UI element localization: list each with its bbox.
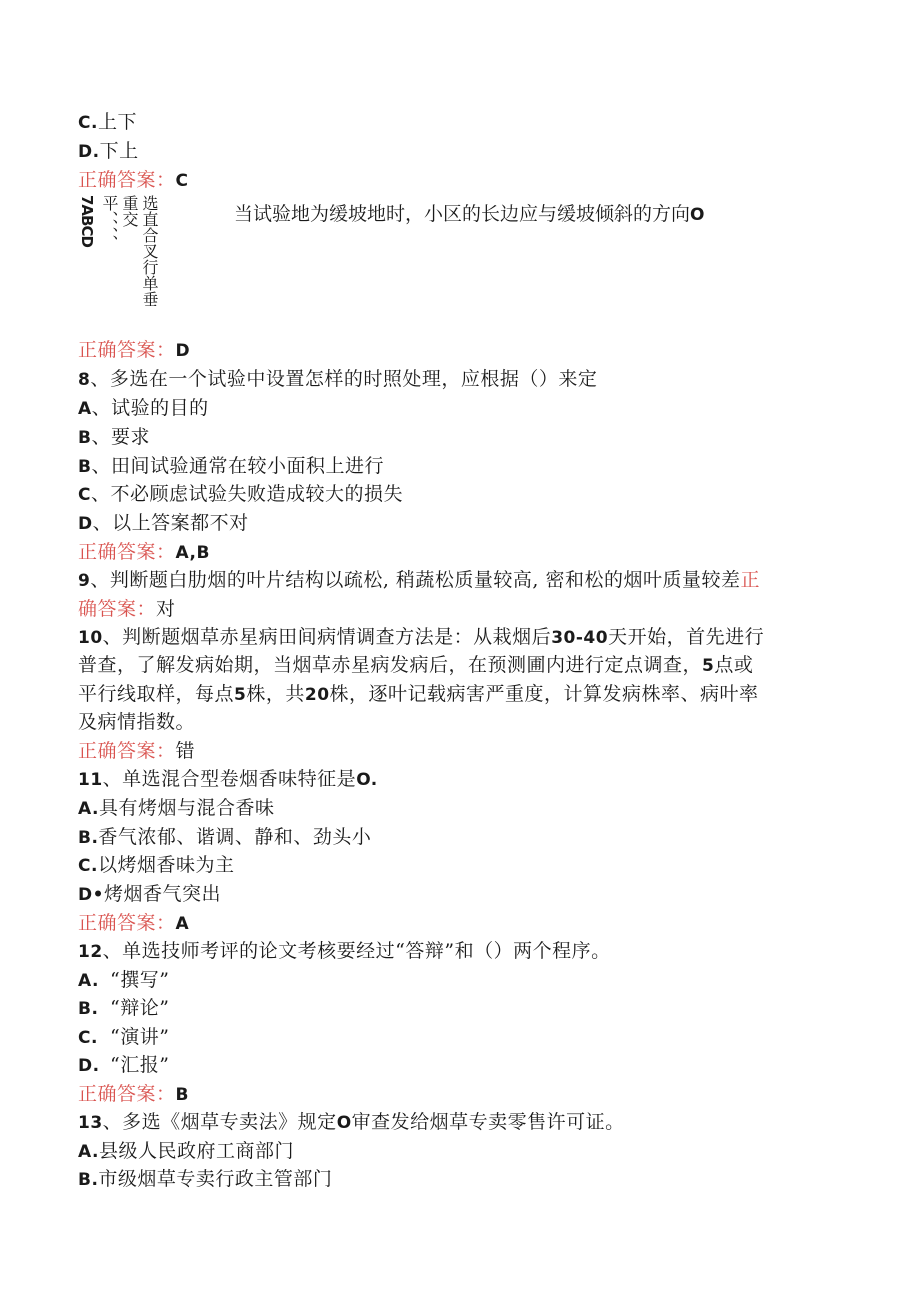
- option-text: 市级烟草专卖行政主管部门: [98, 1168, 333, 1190]
- option-prefix: B: [78, 428, 92, 448]
- option-line: [78, 881, 221, 908]
- option-line: [78, 967, 169, 994]
- question-7-col-b: 重交: [120, 195, 139, 227]
- option-text: 、试验的目的: [91, 397, 209, 419]
- answer-value: B: [175, 1085, 189, 1105]
- question-11-title: [78, 766, 378, 793]
- answer-value: A,B: [175, 543, 210, 563]
- number-inline: 5: [702, 656, 715, 676]
- option-line: [78, 795, 274, 822]
- option-text: 、要求: [91, 426, 150, 448]
- number-inline: 30-40: [551, 628, 609, 648]
- answer-line: [78, 167, 189, 194]
- option-prefix: A.: [78, 799, 99, 819]
- answer-value: D: [175, 341, 191, 361]
- option-text: 、不必顾虑试验失败造成较大的损失: [90, 483, 403, 505]
- answer-line: [78, 738, 195, 764]
- question-text: 、判断题白肋烟的叶片结构以疏松, 稍蔬松质量较高, 密和松的烟叶质量较差: [90, 569, 741, 591]
- question-number: 10: [78, 628, 103, 648]
- option-prefix: B: [78, 457, 92, 477]
- option-text: 烤烟香气突出: [103, 883, 221, 905]
- question-number: 13: [78, 1113, 103, 1133]
- question-10-line-1: [78, 624, 764, 651]
- question-8-title: [78, 366, 597, 393]
- option-prefix: A: [78, 399, 92, 419]
- option-text: 县级人民政府工商部门: [98, 1140, 294, 1162]
- option-prefix: D: [78, 514, 93, 534]
- question-text: 株，逐叶记载病害严重度，计算发病株率、病叶率: [329, 683, 759, 705]
- question-text: 普查，了解发病始期，当烟草赤星病发病后，在预测圃内进行定点调查，: [78, 654, 703, 676]
- question-10-line-3: [78, 681, 759, 708]
- question-7-number: 7ABCD: [78, 195, 96, 247]
- option-line: [78, 1024, 169, 1051]
- option-line: [78, 395, 209, 422]
- question-text: 、单选技师考评的论文考核要经过“答辩”和（）两个程序。: [102, 940, 611, 962]
- answer-label: 正确答案：: [78, 740, 176, 762]
- question-blank: O: [336, 1113, 352, 1133]
- option-line: [78, 138, 139, 165]
- answer-value: C: [175, 171, 189, 191]
- question-tail: O.: [356, 770, 378, 790]
- option-text: 、以上答案都不对: [92, 512, 249, 534]
- question-7-col-a: 平、、、、: [100, 195, 119, 251]
- answer-value: 错: [175, 740, 196, 762]
- option-text: 具有烤烟与混合香味: [98, 797, 275, 819]
- answer-label: 正确答案：: [78, 339, 176, 361]
- option-text: 下上: [99, 140, 139, 162]
- number-inline: 20: [304, 685, 330, 705]
- question-text: 、判断题烟草赤星病田间病情调查方法是：从栽烟后: [102, 626, 552, 648]
- question-number: 12: [78, 942, 103, 962]
- option-line: [78, 424, 150, 451]
- question-10-line-4: [78, 709, 195, 735]
- question-text: 审查发给烟草专卖零售许可证。: [351, 1111, 625, 1133]
- question-7-col-c: 选直合叉行单垂: [140, 195, 159, 307]
- option-prefix: C: [78, 485, 91, 505]
- answer-line: [78, 337, 190, 364]
- option-prefix: D•: [78, 885, 104, 905]
- answer-label: 正确答案：: [78, 912, 176, 934]
- option-prefix: C.: [78, 856, 98, 876]
- question-text: 、多选在一个试验中设置怎样的时照处理，应根据（）来定: [90, 368, 598, 390]
- number-inline: 5: [234, 685, 247, 705]
- option-text: “辩论”: [110, 997, 170, 1019]
- option-line: [78, 453, 384, 480]
- question-7-stem: [234, 199, 704, 226]
- answer-line: [78, 1081, 189, 1108]
- question-number: 9: [78, 571, 91, 591]
- question-text: 、单选混合型卷烟香味特征是: [102, 768, 357, 790]
- option-text: “撰写”: [110, 969, 170, 991]
- question-text: 天开始，首先进行: [608, 626, 765, 648]
- question-13-title: [78, 1109, 625, 1136]
- option-line: [78, 1052, 169, 1079]
- option-text: 上下: [97, 111, 137, 133]
- option-prefix: A.: [78, 1142, 99, 1162]
- question-text: 平行线取样，每点: [78, 683, 235, 705]
- option-text: 、田间试验通常在较小面积上进行: [91, 455, 384, 477]
- option-line: [78, 109, 137, 136]
- option-prefix: D.: [78, 1056, 100, 1076]
- question-number: 8: [78, 370, 91, 390]
- option-prefix: B.: [78, 1170, 99, 1190]
- answer-label: 正确答案：: [78, 541, 176, 563]
- option-text: “汇报”: [110, 1054, 170, 1076]
- answer-label: 正确答案：: [78, 169, 176, 191]
- question-7: [78, 195, 898, 320]
- option-text: 以烤烟香味为主: [97, 854, 235, 876]
- question-text: 、多选《烟草专卖法》规定: [102, 1111, 337, 1133]
- option-prefix: C.: [78, 1028, 98, 1048]
- answer-value: A: [175, 914, 190, 934]
- answer-label-rest: 确答案：: [78, 598, 157, 620]
- answer-label-start: 正: [740, 569, 761, 591]
- question-text: 点或: [714, 654, 754, 676]
- answer-label: 正确答案：: [78, 1083, 176, 1105]
- question-text: 及病情指数。: [78, 711, 196, 733]
- option-line: [78, 1166, 332, 1193]
- option-prefix: B.: [78, 828, 99, 848]
- answer-line: [78, 910, 189, 937]
- question-7-stem-tail: O: [690, 205, 705, 225]
- option-prefix: B.: [78, 999, 99, 1019]
- question-10-line-2: [78, 652, 753, 679]
- question-7-stem-text: 当试验地为缓坡地时，小区的长边应与缓坡倾斜的方向: [234, 203, 691, 225]
- answer-value: 对: [156, 598, 176, 620]
- option-line: [78, 995, 169, 1022]
- option-line: [78, 1138, 294, 1165]
- answer-line: [78, 539, 210, 566]
- option-prefix: A.: [78, 971, 99, 991]
- question-9-title: [78, 567, 760, 594]
- option-text: 香气浓郁、谐调、静和、劲头小: [98, 826, 372, 848]
- option-line: [78, 852, 234, 879]
- answer-line: [78, 596, 176, 622]
- option-line: [78, 510, 249, 537]
- question-number: 11: [78, 770, 103, 790]
- question-12-title: [78, 938, 611, 965]
- option-line: [78, 481, 403, 508]
- option-line: [78, 824, 371, 851]
- option-prefix: D.: [78, 142, 100, 162]
- option-text: “演讲”: [110, 1026, 170, 1048]
- question-text: 株，共: [246, 683, 305, 705]
- option-prefix: C.: [78, 113, 98, 133]
